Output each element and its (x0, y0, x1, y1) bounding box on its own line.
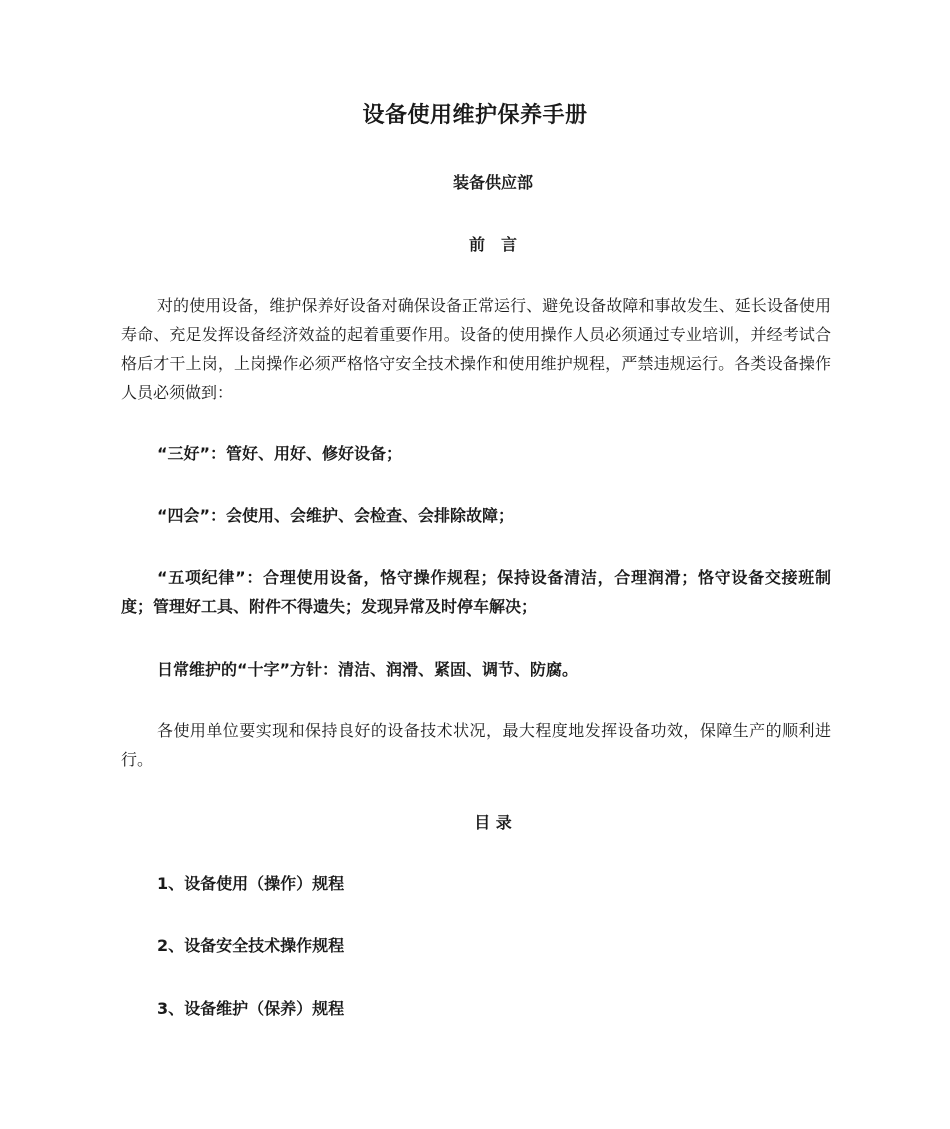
three-goods-rule: “三好”：管好、用好、修好设备； (157, 444, 403, 463)
document-title: 设备使用维护保养手册 (362, 103, 588, 128)
toc-heading: 目 录 (474, 813, 512, 832)
toc-item: 1、设备使用（操作）规程 (157, 874, 345, 893)
five-disciplines-rule: “五项纪律”：合理使用设备，恪守操作规程；保持设备清洁，合理润滑；恪守设备交接班制度；管理好工具、附件不得遗失；发现异常及时停车解决； (121, 568, 831, 616)
preface-heading: 前 言 (468, 235, 517, 254)
department-name: 装备供应部 (452, 173, 533, 192)
preface-paragraph: 对的使用设备，维护保养好设备对确保设备正常运行、避免设备故障和事故发生、延长设备使用寿命、充足发挥设备经济效益的起着重要作用。设备的使用操作人员必须通过专业培训，并经考试合格后才干上岗，上岗操作必须严格恪守安全技术操作和使用维护规程，严禁违规运行。各类设备操作人员必须做到： (121, 296, 831, 402)
toc-item: 3、设备维护（保养）规程 (157, 999, 345, 1018)
toc-item: 2、设备安全技术操作规程 (157, 936, 345, 955)
closing-paragraph: 各使用单位要实现和保持良好的设备技术状况，最大程度地发挥设备功效，保障生产的顺利进行。 (121, 721, 831, 769)
ten-character-policy: 日常维护的“十字”方针：清洁、润滑、紧固、调节、防腐。 (157, 660, 579, 679)
four-skills-rule: “四会”：会使用、会维护、会检查、会排除故障； (157, 506, 515, 525)
